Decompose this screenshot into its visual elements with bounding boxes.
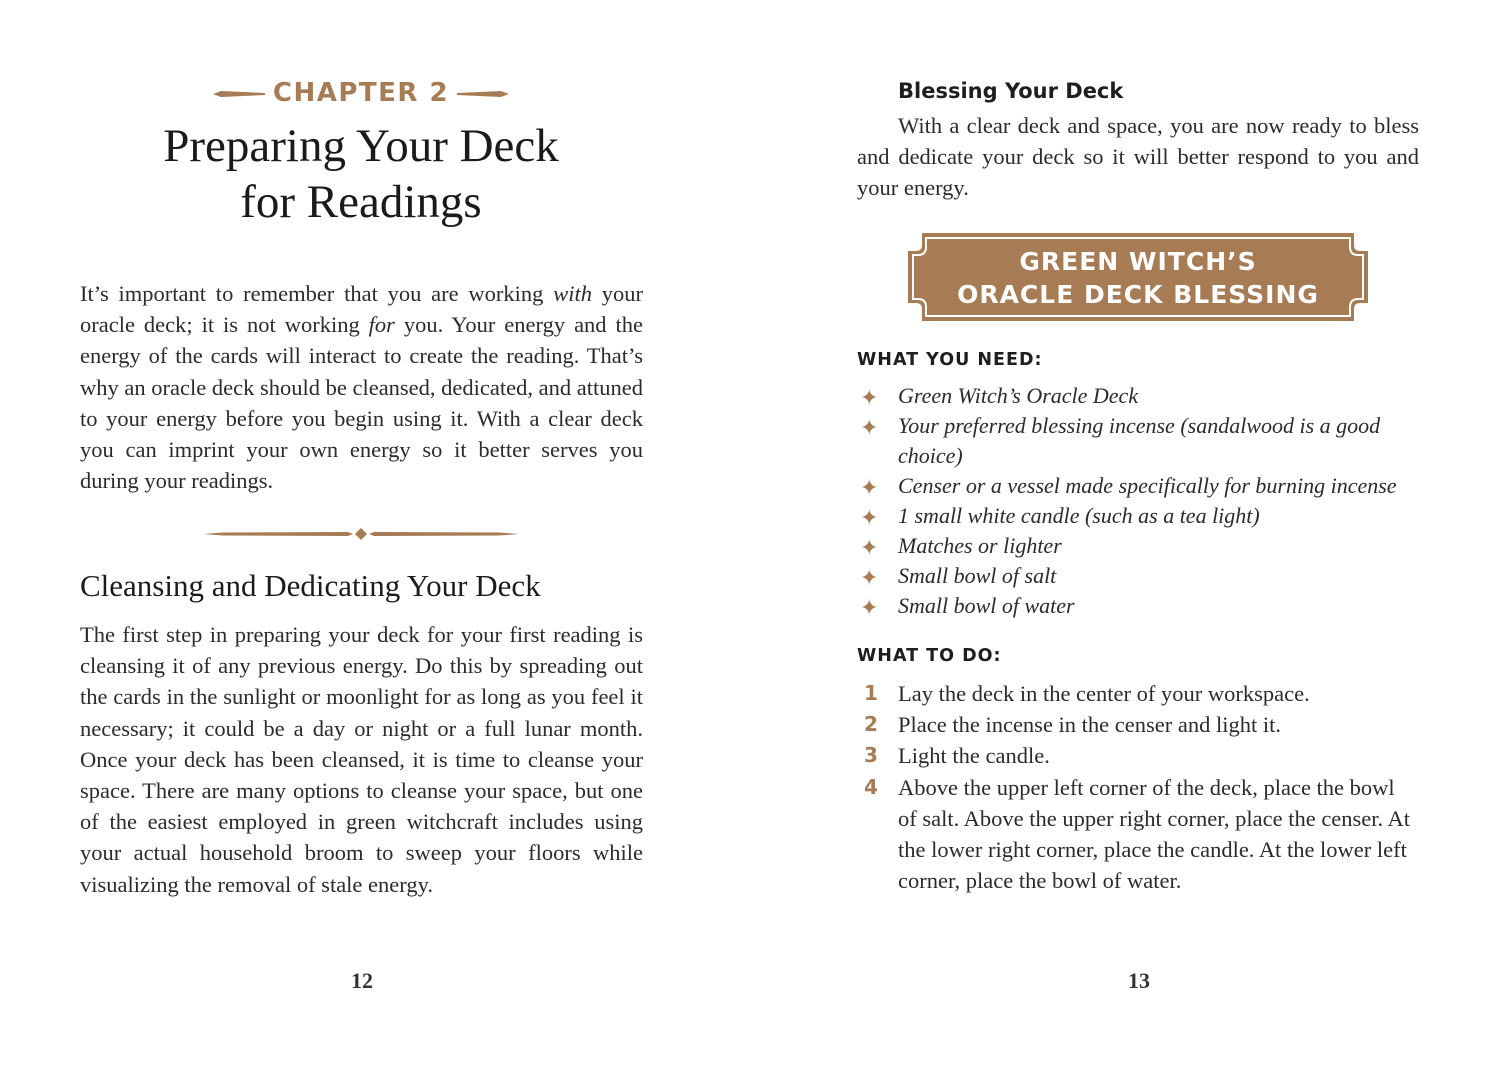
- what-you-need-list: [857, 381, 1417, 621]
- step-text: Lay the deck in the center of your workspace.: [898, 681, 1310, 706]
- need-item-text: Your preferred blessing incense (sandalwood is a good choice): [898, 413, 1381, 468]
- banner-line-2: ORACLE DECK BLESSING: [957, 280, 1319, 309]
- what-you-need-heading: WHAT YOU NEED:: [857, 350, 1043, 370]
- section-title: Cleansing and Dedicating Your Deck: [80, 568, 541, 603]
- step-number: 2: [864, 712, 878, 737]
- need-list-item: [857, 561, 1417, 591]
- step-list-item: [857, 678, 1417, 709]
- need-item-text: Censer or a vessel made specifically for burning incense: [898, 473, 1397, 498]
- what-to-do-heading: WHAT TO DO:: [857, 646, 1002, 666]
- intro-paragraph: [80, 278, 643, 496]
- intro-emphasis-for: for: [368, 312, 395, 338]
- ornament-left-icon: [213, 89, 265, 99]
- chapter-label-text: CHAPTER 2: [272, 78, 450, 108]
- intro-text-3: you. Your energy and the energy of the cards will interact to create the reading. That’s why an oracle deck should be cleansed, dedicated, and attuned to your energy before you begin using it. With a clear deck you can imprint your own energy so it better serves you during your readings.: [80, 312, 643, 494]
- need-item-text: 1 small white candle (such as a tea light): [898, 503, 1260, 528]
- page-number-right: 13: [1128, 968, 1150, 993]
- right-page: [750, 0, 1500, 1071]
- banner-title: [908, 245, 1368, 311]
- step-text: Place the incense in the censer and light it.: [898, 712, 1281, 738]
- need-item-text: Green Witch’s Oracle Deck: [898, 383, 1139, 408]
- blessing-intro: With a clear deck and space, you are now ready to bless and dedicate your deck so it will better respond to you and your energy.: [857, 113, 1419, 201]
- ornamental-divider-icon: [203, 526, 519, 542]
- need-list-item: [857, 531, 1417, 561]
- banner-line-1: GREEN WITCH’S: [1019, 247, 1257, 276]
- step-number: 3: [864, 743, 878, 768]
- sparkle-bullet-icon: ✦: [860, 475, 879, 500]
- page-number-left: 12: [351, 968, 373, 993]
- chapter-title-line-1: Preparing Your Deck: [163, 120, 559, 172]
- chapter-title: [0, 118, 722, 230]
- need-list-item: [857, 591, 1417, 621]
- ornament-right-icon: [457, 89, 509, 99]
- sparkle-bullet-icon: ✦: [860, 535, 879, 560]
- sparkle-bullet-icon: ✦: [860, 595, 879, 620]
- sparkle-bullet-icon: ✦: [860, 385, 879, 410]
- step-text: Light the candle.: [898, 743, 1050, 769]
- sparkle-bullet-icon: ✦: [860, 415, 879, 440]
- step-list-item: [857, 772, 1417, 897]
- need-item-text: Matches or lighter: [898, 533, 1062, 558]
- need-list-item: [857, 381, 1417, 411]
- what-to-do-list: [857, 678, 1417, 896]
- sparkle-bullet-icon: ✦: [860, 565, 879, 590]
- intro-text-1: It’s important to remember that you are working: [80, 281, 554, 306]
- need-list-item: [857, 411, 1417, 471]
- step-text: Above the upper left corner of the deck, place the bowl of salt. Above the upper right corner, place the censer. At the lower right corner, place the candle. At the lower left corner, place the bowl of water.: [898, 774, 1411, 894]
- blessing-subheading: Blessing Your Deck: [898, 79, 1124, 103]
- need-list-item: [857, 501, 1417, 531]
- need-item-text: Small bowl of salt: [898, 563, 1057, 588]
- blessing-banner: [908, 233, 1368, 321]
- step-list-item: [857, 740, 1417, 771]
- intro-text-2: your oracle deck; it is not working: [80, 281, 643, 338]
- intro-emphasis-with: with: [553, 281, 592, 306]
- section-body: The first step in preparing your deck for your first reading is cleansing it of any previous energy. Do this by spreading out the cards in the sunlight or moonlight for as long as you feel it necessary; it could be a day or night or a full lunar month. Once your deck has been cleansed, it is time to cleanse your space. There are many options to cleanse your space, but one of the easiest employed in green witchcraft includes using your actual household broom to sweep your floors while visualizing the removal of stale energy.: [80, 622, 643, 897]
- sparkle-bullet-icon: ✦: [860, 505, 879, 530]
- chapter-title-line-2: for Readings: [240, 176, 482, 228]
- step-list-item: [857, 709, 1417, 740]
- chapter-label: [0, 78, 722, 108]
- need-item-text: Small bowl of water: [898, 593, 1075, 618]
- need-list-item: [857, 471, 1417, 501]
- step-number: 1: [864, 681, 878, 705]
- step-number: 4: [864, 774, 878, 799]
